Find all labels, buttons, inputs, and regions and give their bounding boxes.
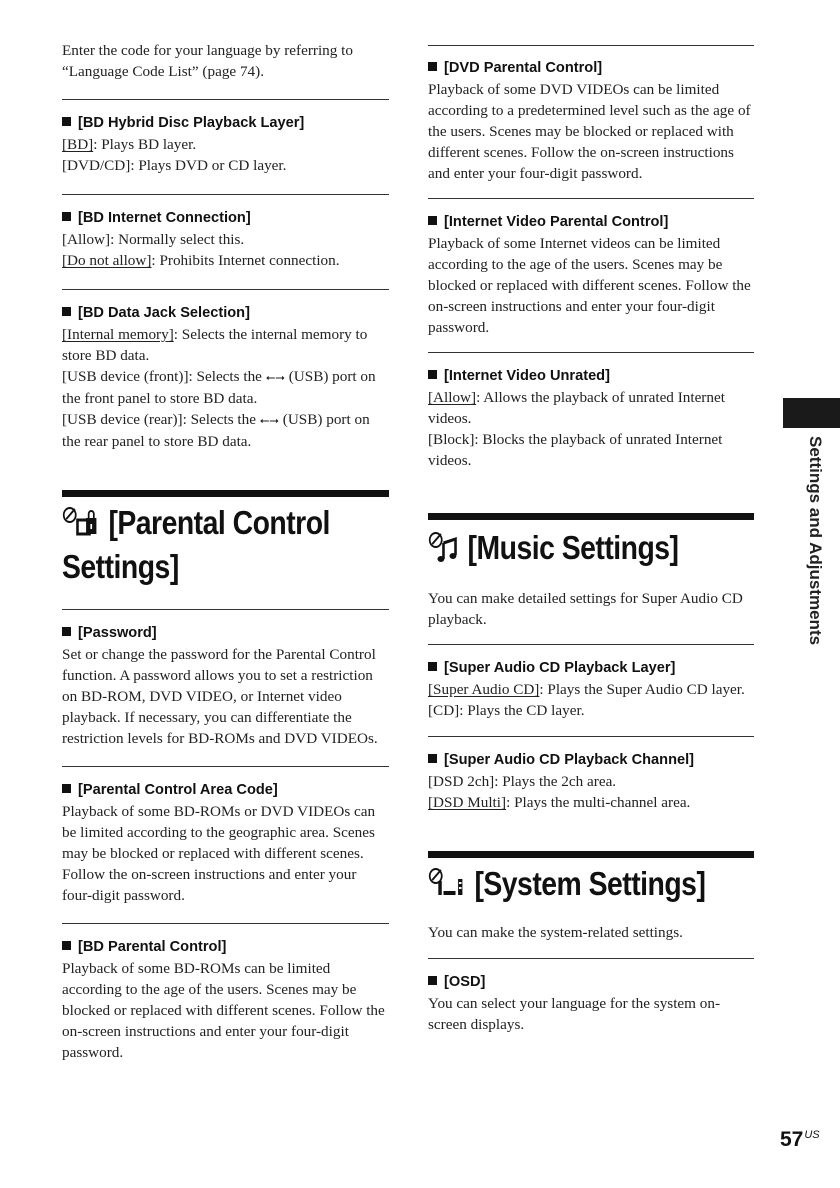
- section-heading: [Internet Video Parental Control]: [444, 214, 669, 230]
- section-heading: [DVD Parental Control]: [444, 60, 603, 76]
- bd-parental-section: [62, 924, 389, 1063]
- left-column: [62, 40, 389, 1063]
- section-bar: [428, 513, 754, 520]
- section-heading: [BD Parental Control]: [78, 939, 227, 955]
- option-line: [DVD/CD]: Plays DVD or CD layer.: [62, 157, 287, 174]
- section-heading: [Internet Video Unrated]: [444, 368, 610, 384]
- bd-internet-section: [62, 195, 389, 271]
- section-heading: [BD Internet Connection]: [78, 210, 251, 226]
- option-line: [DSD 2ch]: Plays the 2ch area.: [428, 773, 617, 790]
- bullet-square-icon: [62, 307, 71, 316]
- option-line: [DSD Multi]: Plays the multi-channel area.: [428, 794, 691, 811]
- option-line: [Allow]: Allows the playback of unrated Internet videos.: [428, 389, 725, 427]
- option-line: [USB device (rear)]: Selects the ⭠⭢ (USB) port on the rear panel to store BD data.: [62, 411, 370, 450]
- option-line: [BD]: Plays BD layer.: [62, 136, 197, 153]
- internet-parental-section: [428, 199, 754, 338]
- section-heading: [BD Data Jack Selection]: [78, 305, 250, 321]
- option-line: [USB device (front)]: Selects the ⭠⭢ (USB) port on the front panel to store BD data.: [62, 368, 376, 407]
- dvd-parental-section: [428, 46, 754, 184]
- bd-hybrid-section: [62, 100, 389, 176]
- right-column: [428, 40, 754, 1035]
- section-heading: [BD Hybrid Disc Playback Layer]: [78, 115, 305, 131]
- section-text: Playback of some BD-ROMs can be limited according to the age of the users. Scenes may be blocked or replaced with different scenes. Follow the on-screen instructions and enter your four-digit password.: [62, 960, 385, 1061]
- option-line: [Allow]: Normally select this.: [62, 231, 245, 248]
- option-line: [Block]: Blocks the playback of unrated Internet videos.: [428, 431, 723, 469]
- sacd-channel-section: [428, 737, 754, 813]
- page-region-suffix: US: [804, 1129, 820, 1141]
- bullet-square-icon: [62, 212, 71, 221]
- bullet-square-icon: [428, 662, 437, 671]
- section-heading: [OSD]: [444, 974, 486, 990]
- page-number: $57^{US}$: [780, 1128, 820, 1151]
- bullet-square-icon: [428, 754, 437, 763]
- section-text: Set or change the password for the Parental Control function. A password allows you to set a restriction on BD-ROM, DVD VIDEO, or Internet video playback. If necessary, you can differentiate the restriction levels for BD-ROMs and DVD VIDEOs.: [62, 646, 378, 747]
- sacd-layer-section: [428, 645, 754, 721]
- internet-unrated-section: [428, 353, 754, 471]
- usb-icon: ⭠⭢: [259, 413, 279, 427]
- section-heading: [Parental Control Area Code]: [78, 782, 278, 798]
- music-intro-text: You can make detailed settings for Super Audio CD playback.: [428, 590, 743, 628]
- system-intro-text: You can make the system-related settings.: [428, 924, 683, 941]
- section-text: Playback of some DVD VIDEOs can be limited according to a predetermined level such as the age of the users. Scenes may be blocked or replaced with different scenes. Follow the on-screen instructions and enter your four-digit password.: [428, 81, 751, 182]
- parental-control-title: [Parental Control Settings]: [62, 504, 330, 585]
- password-section: [62, 610, 389, 749]
- bullet-square-icon: [62, 627, 71, 636]
- bullet-square-icon: [428, 216, 437, 225]
- option-line: [CD]: Plays the CD layer.: [428, 702, 585, 719]
- default-option: [Allow]: [428, 389, 477, 406]
- section-heading: [Super Audio CD Playback Channel]: [444, 752, 695, 768]
- option-line: [Super Audio CD]: Plays the Super Audio CD layer.: [428, 681, 745, 698]
- usb-icon: ⭠⭢: [265, 370, 285, 384]
- chapter-side-label: Settings and Adjustments: [806, 436, 825, 646]
- music-settings-title: [Music Settings]: [428, 528, 754, 572]
- section-bar: [428, 851, 754, 858]
- bullet-square-icon: [62, 941, 71, 950]
- bullet-square-icon: [62, 784, 71, 793]
- bullet-square-icon: [428, 62, 437, 71]
- default-option: [BD]: [62, 136, 94, 153]
- section-text: Playback of some BD-ROMs or DVD VIDEOs can be limited according to the geographic area. Scenes may be blocked or replaced with different scenes. Follow the on-screen instructions and enter your four-digit password.: [62, 803, 376, 904]
- parental-control-icon: [62, 506, 100, 547]
- section-text: Playback of some Internet videos can be limited according to the age of the users. Scenes may be blocked or replaced with different scenes. Follow the on-screen instructions and enter your four-digit password.: [428, 235, 751, 336]
- option-line: [Do not allow]: Prohibits Internet connection.: [62, 252, 340, 269]
- music-settings-icon: [428, 531, 459, 572]
- bullet-square-icon: [428, 370, 437, 379]
- bullet-square-icon: [428, 976, 437, 985]
- section-text: You can select your language for the system on-screen displays.: [428, 995, 721, 1033]
- default-option: [Internal memory]: [62, 326, 174, 343]
- section-heading: [Password]: [78, 625, 157, 641]
- bd-data-jack-section: [62, 290, 389, 452]
- system-settings-title: [System Settings]: [428, 864, 754, 908]
- default-option: [Super Audio CD]: [428, 681, 540, 698]
- bullet-square-icon: [62, 117, 71, 126]
- section-bar: [62, 490, 389, 497]
- section-heading: [Super Audio CD Playback Layer]: [444, 660, 676, 676]
- system-settings-icon: [428, 867, 466, 908]
- chapter-tab-marker: [783, 398, 840, 428]
- default-option: [Do not allow]: [62, 252, 152, 269]
- option-line: [Internal memory]: Selects the internal memory to store BD data.: [62, 326, 368, 364]
- area-code-section: [62, 767, 389, 906]
- default-option: [DSD Multi]: [428, 794, 507, 811]
- osd-section: [428, 959, 754, 1035]
- language-intro-text: Enter the code for your language by referring to “Language Code List” (page 74).: [62, 42, 353, 80]
